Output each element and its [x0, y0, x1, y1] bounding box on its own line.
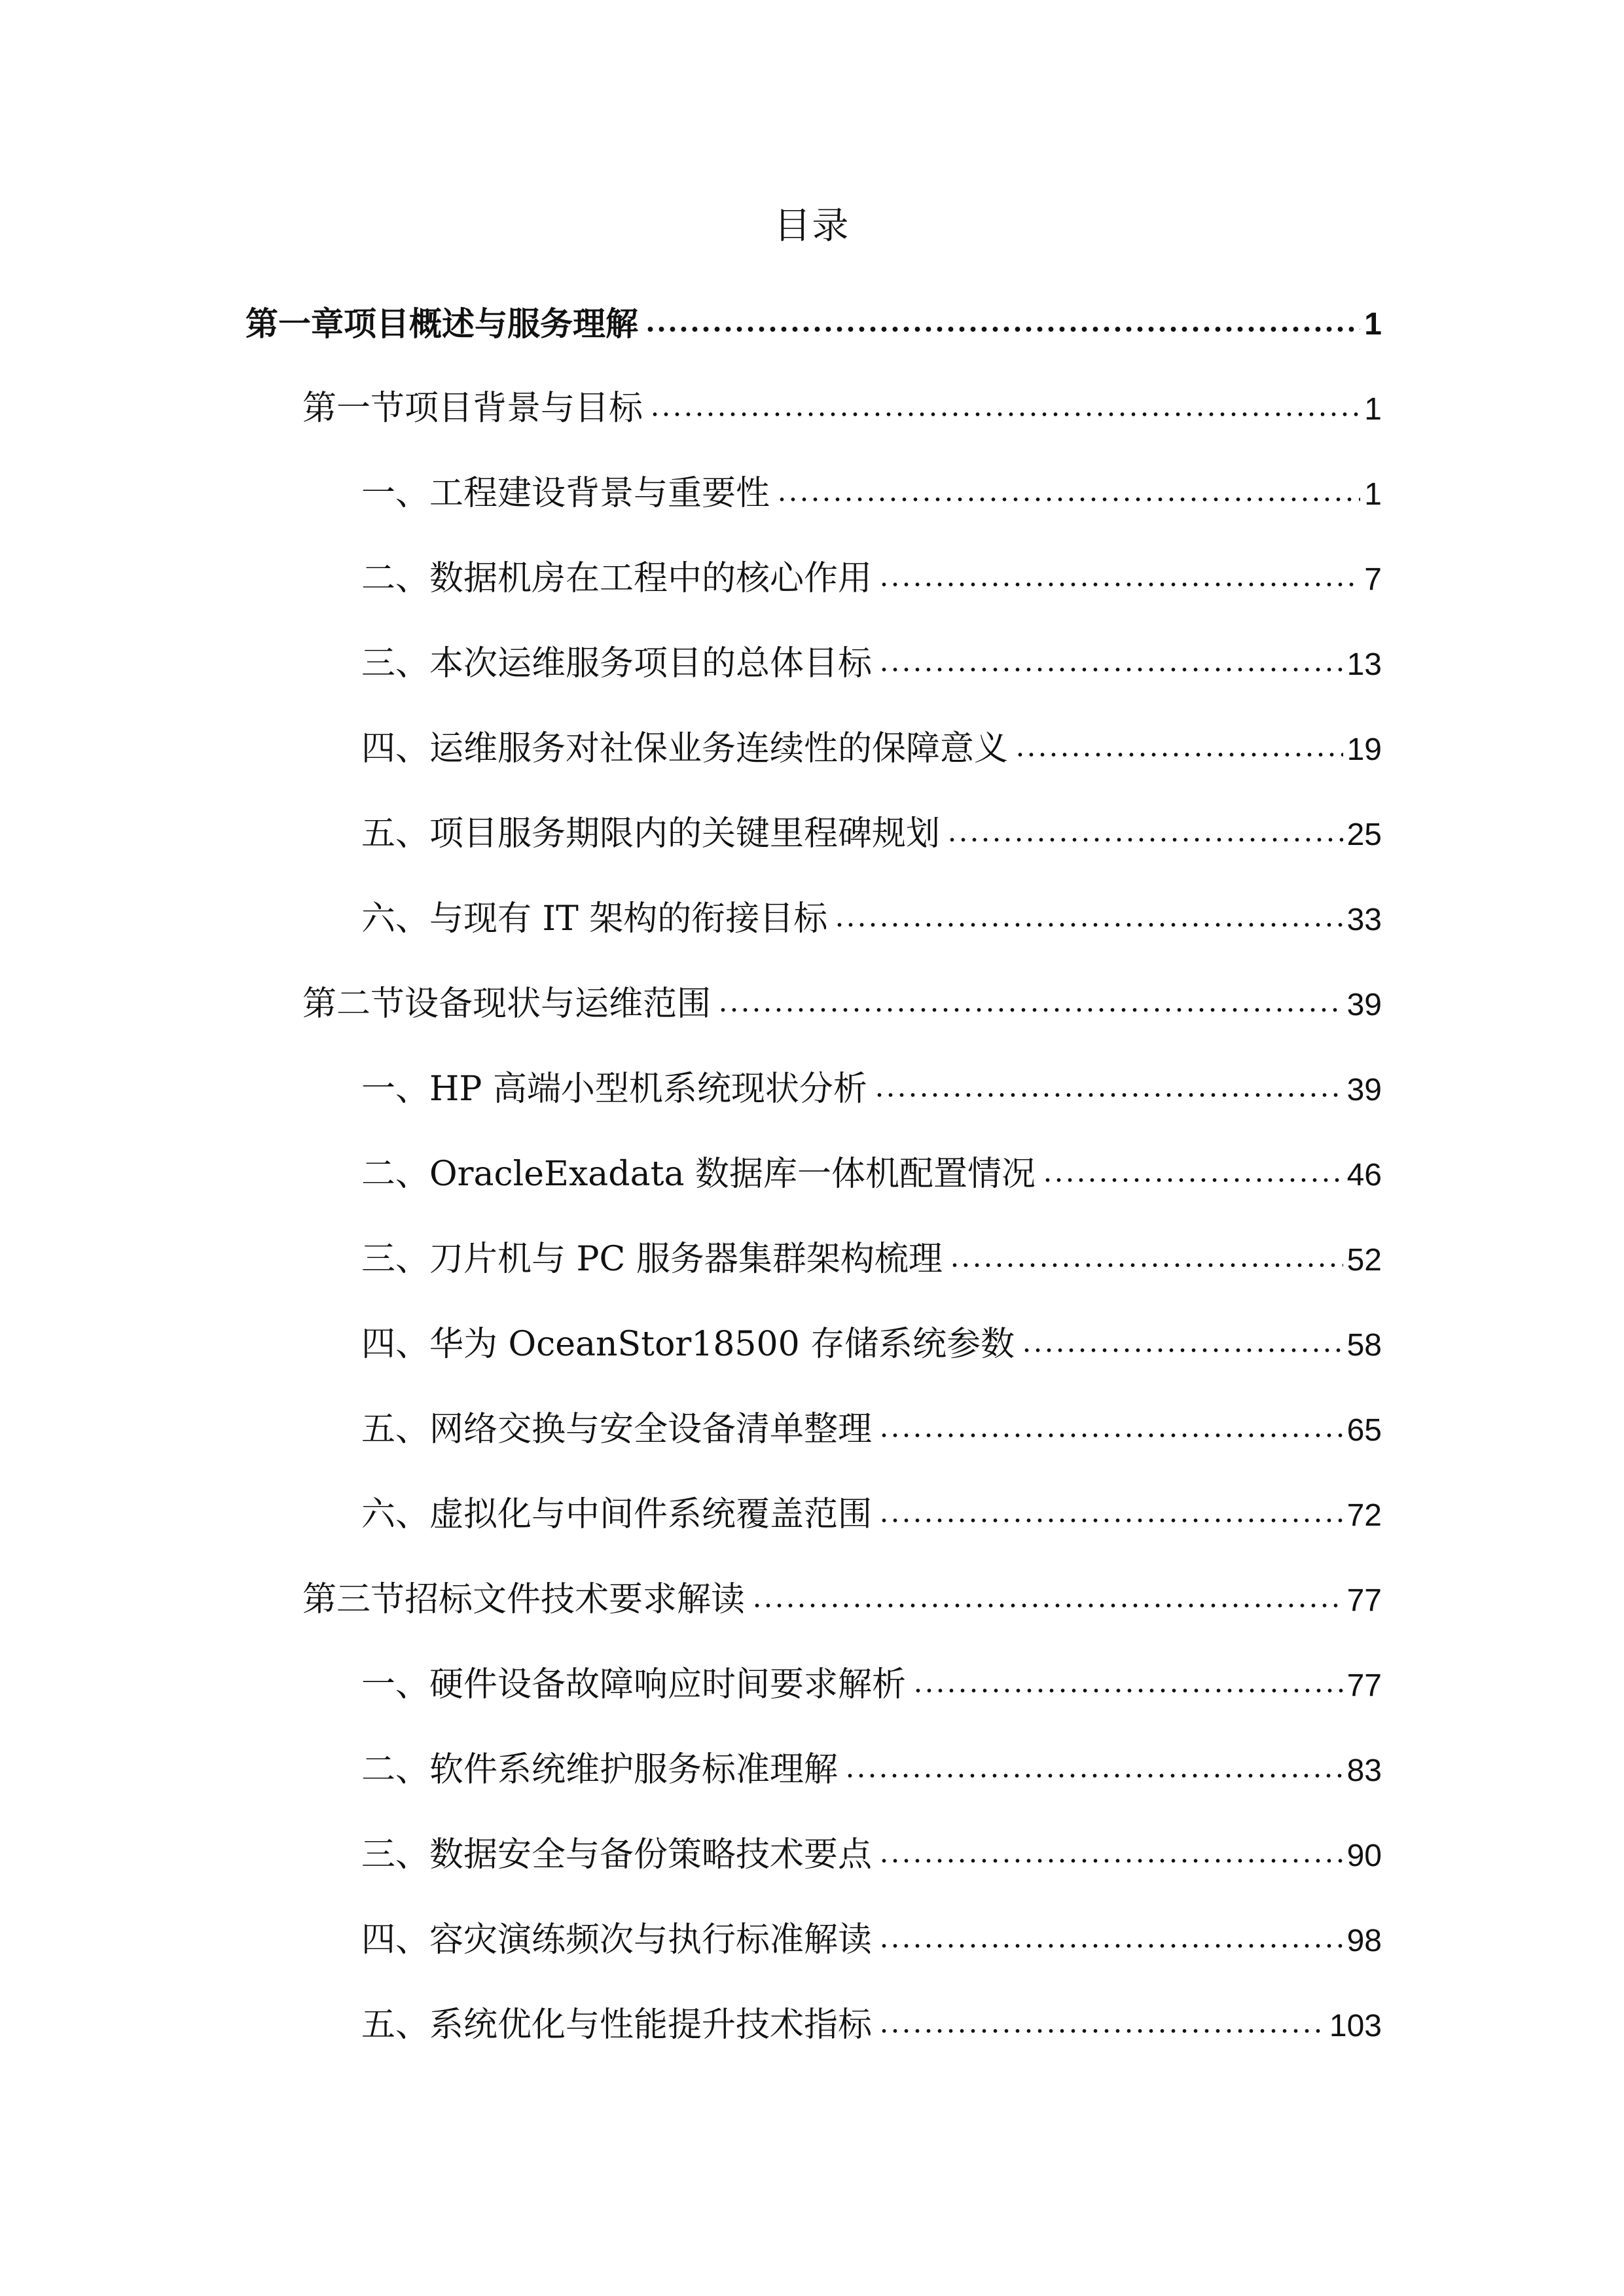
toc-entry-text: 第三节招标文件技术要求解读 [302, 1579, 746, 1619]
toc-entry-page: 98 [1346, 1924, 1382, 1959]
toc-entry-item[interactable] [361, 1319, 1382, 1365]
toc-entry-section[interactable] [302, 1574, 1382, 1620]
dot-leader [878, 1430, 1343, 1441]
toc-entry-text: 五、网络交换与安全设备清单整理 [361, 1409, 873, 1449]
dot-leader [645, 324, 1360, 334]
dot-leader [878, 2026, 1326, 2036]
toc-entry-section[interactable] [302, 978, 1382, 1024]
toc-entry-item[interactable] [361, 893, 1382, 939]
dot-leader [717, 1005, 1343, 1015]
toc-entry-item[interactable] [361, 553, 1382, 599]
toc-entry-item[interactable] [361, 1829, 1382, 1875]
toc-entry-page: 39 [1346, 988, 1382, 1023]
toc-entry-item[interactable] [361, 1744, 1382, 1790]
toc-entry-text: 二、数据机房在工程中的核心作用 [361, 558, 873, 598]
toc-entry-page: 52 [1346, 1243, 1382, 1278]
toc-entry-text: 四、容灾演练频次与执行标准解读 [361, 1920, 873, 1960]
toc-entry-page: 39 [1346, 1073, 1382, 1108]
toc-entry-item[interactable] [361, 723, 1382, 769]
dot-leader [1021, 1345, 1343, 1355]
toc-entry-item[interactable] [361, 1489, 1382, 1535]
toc-entry-text: 三、刀片机与 PC 服务器集群架构梳理 [361, 1239, 943, 1279]
toc-entry-item[interactable] [361, 1234, 1382, 1280]
toc-entry-text: 第一节项目背景与目标 [302, 388, 643, 428]
toc-title: 目录 [774, 205, 850, 247]
dot-leader [649, 409, 1360, 420]
toc-entry-page: 103 [1329, 2009, 1382, 2044]
dot-leader [878, 1515, 1343, 1526]
toc-entry-text: 三、数据安全与备份策略技术要点 [361, 1835, 873, 1874]
dot-leader [1015, 749, 1343, 760]
dot-leader [1042, 1175, 1343, 1185]
toc-entry-text: 四、华为 OceanStor18500 存储系统参数 [361, 1324, 1015, 1364]
dot-leader [878, 579, 1360, 590]
toc-entry-section[interactable] [302, 383, 1382, 429]
dot-leader [912, 1685, 1343, 1696]
toc-entry-chapter[interactable] [245, 298, 1382, 344]
toc-entry-text: 一、工程建设背景与重要性 [361, 473, 770, 513]
toc-entry-text: 五、项目服务期限内的关键里程碑规划 [361, 814, 941, 853]
toc-entry-page: 19 [1346, 732, 1382, 768]
dot-leader [949, 1260, 1343, 1270]
toc-entry-page: 83 [1346, 1753, 1382, 1789]
dot-leader [751, 1600, 1343, 1611]
toc-entry-item[interactable] [361, 1659, 1382, 1705]
dot-leader [776, 494, 1360, 505]
toc-entry-page: 1 [1364, 392, 1382, 427]
toc-entry-item[interactable] [361, 468, 1382, 514]
toc-entry-page: 77 [1346, 1668, 1382, 1704]
dot-leader [874, 1090, 1343, 1100]
toc-entry-item[interactable] [361, 2000, 1382, 2045]
toc-entry-page: 58 [1346, 1328, 1382, 1363]
dot-leader [834, 920, 1343, 930]
dot-leader [878, 1941, 1343, 1951]
toc-entry-text: 一、HP 高端小型机系统现状分析 [361, 1069, 867, 1109]
toc-entry-text: 四、运维服务对社保业务连续性的保障意义 [361, 728, 1009, 768]
toc-entry-page: 13 [1346, 647, 1382, 683]
toc-entry-page: 1 [1364, 477, 1382, 512]
toc-entry-page: 46 [1346, 1158, 1382, 1193]
toc-entry-item[interactable] [361, 808, 1382, 854]
toc-entry-page: 25 [1346, 817, 1382, 853]
toc-entry-text: 六、虚拟化与中间件系统覆盖范围 [361, 1494, 873, 1534]
toc-entry-page: 1 [1364, 307, 1382, 342]
toc-entry-item[interactable] [361, 638, 1382, 684]
toc-entry-text: 二、软件系统维护服务标准理解 [361, 1749, 839, 1789]
toc-entry-item[interactable] [361, 1914, 1382, 1960]
toc-entry-page: 65 [1346, 1413, 1382, 1448]
toc-entry-text: 三、本次运维服务项目的总体目标 [361, 643, 873, 683]
toc-entry-page: 7 [1364, 562, 1382, 598]
toc-entry-text: 二、OracleExadata 数据库一体机配置情况 [361, 1154, 1036, 1194]
toc-entry-item[interactable] [361, 1149, 1382, 1194]
dot-leader [947, 834, 1343, 845]
toc-entry-page: 33 [1346, 903, 1382, 938]
toc-entry-text: 第二节设备现状与运维范围 [302, 984, 712, 1024]
toc-entry-text: 五、系统优化与性能提升技术指标 [361, 2005, 873, 2045]
toc-entry-item[interactable] [361, 1404, 1382, 1450]
toc-entry-text: 一、硬件设备故障响应时间要求解析 [361, 1664, 907, 1704]
toc-entry-page: 72 [1346, 1498, 1382, 1534]
dot-leader [878, 1856, 1343, 1866]
dot-leader [844, 1770, 1343, 1781]
toc-entry-text: 第一章项目概述与服务理解 [245, 305, 638, 343]
toc-entry-page: 77 [1346, 1583, 1382, 1619]
toc-entry-page: 90 [1346, 1839, 1382, 1874]
dot-leader [878, 664, 1343, 675]
toc-entry-text: 六、与现有 IT 架构的衔接目标 [361, 899, 828, 939]
toc-entry-item[interactable] [361, 1064, 1382, 1109]
